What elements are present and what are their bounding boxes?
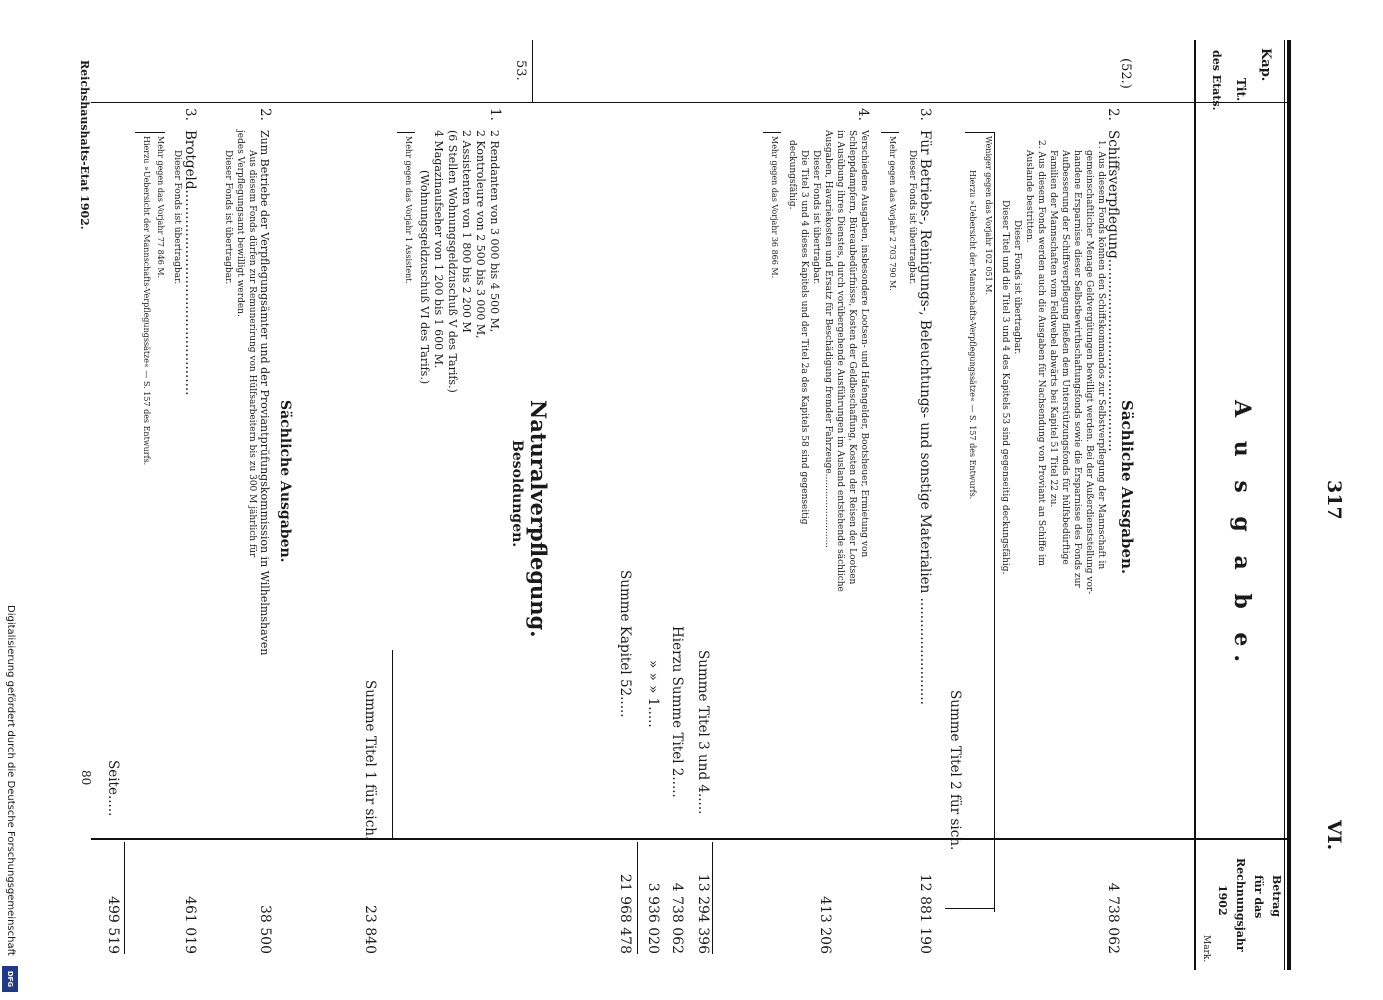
sum-t2-amount: 4 738 062 — [669, 882, 685, 954]
top-rule-thin — [1284, 40, 1285, 970]
amount-header-1: Betrag — [1270, 875, 1283, 917]
sum-kap-rule — [637, 842, 638, 954]
titel-4-number: 4. — [855, 108, 871, 121]
seite-label: Seite..... — [105, 760, 121, 817]
section-heading-saechliche-2: Sächliche Ausgaben. — [277, 400, 293, 563]
col-kap: Kap. — [1258, 48, 1273, 82]
subheading-besoldungen: Besoldungen. — [509, 440, 525, 548]
seite-amount: 499 519 — [105, 896, 121, 954]
sidebar-digitization-note — [0, 0, 24, 1000]
column-rule-kap — [91, 102, 1291, 103]
titel-2-para1-l1: 1. Aus diesem Fonds können den Schiffskommandos zur Selbstverpflegung der Mannschaft in — [1096, 140, 1106, 570]
titel-2-title: Schiffsverpflegung............................................. — [1105, 130, 1121, 452]
sum-t1-label: » » » 1..... — [645, 660, 661, 728]
titel-4-note: Mehr gegen das Vorjahr 36 866 M. — [770, 136, 779, 279]
kap53-left-rule — [532, 40, 533, 103]
titel-2-sum-rule — [994, 132, 995, 912]
titel-4-l1: Verschiedene Ausgaben, insbesondere Lootsen- und Hafengelder, Bootsheuer, Ermietung von — [859, 130, 869, 558]
page-number: 317 — [1323, 480, 1345, 520]
titel-4-l6: Die Titel 3 und 4 dieses Kapitels und der Titel 2a des Kapitels 58 sind gegenseitig — [799, 150, 809, 525]
folio: 80 — [79, 770, 93, 786]
titel-3-title: Für Betriebs-, Reinigungs-, Beleuchtungs- und sonstige Materialien ......................... — [917, 130, 933, 705]
titel-2-deckung: Dieser Titel und die Titel 3 und 4 des Kapitels 53 sind gegenseitig deckungsfähig. — [1000, 200, 1010, 575]
k53-titel-3-l2: Dieser Fonds ist übertragbar. — [172, 150, 182, 285]
k53-titel-1-number: 1. — [487, 108, 503, 121]
chapter-mark: VI. — [1323, 820, 1345, 851]
column-rule-amount — [91, 838, 1291, 840]
k53-titel-1-l2: 2 Kontroleure von 2 500 bis 3 000 M, — [474, 130, 487, 339]
sum-t34-amount: 13 294 396 — [695, 873, 711, 954]
titel-2-amount-rule — [945, 908, 995, 909]
titel-3-number: 3. — [917, 108, 933, 121]
kapitel-53: 53. — [513, 60, 528, 81]
titel-2-para1-l5: Familien der Mannschaften vom Feldwebel abwärts bei Kapitel 51 Titel 22 zu. — [1048, 150, 1058, 508]
k53-titel-1-sum-label: Summe Titel 1 für sich. — [362, 680, 378, 841]
col-tit: Tit. — [1234, 78, 1248, 102]
k53-titel-3-amount: 461 019 — [182, 896, 198, 954]
titel-4-note-bracket — [763, 132, 781, 133]
titel-4-l2: Schleppdampfern, Büreaubedürfnisse, Kosten der Geldbeschaffung, Kosten der Reisen der Lootsen — [847, 130, 857, 585]
col-title: A u s g a b e. — [1229, 400, 1255, 671]
sum-t1-amount: 3 936 020 — [645, 882, 661, 954]
k53-titel-2-number: 2. — [257, 108, 273, 121]
titel-2-amount: 4 738 062 — [1105, 882, 1121, 954]
sum-t34-rule — [712, 842, 713, 954]
k53-titel-1-l6: (Wohnungsgeldzuschuß VI des Tarifs.) — [418, 170, 431, 385]
titel-4-l7: deckungsfähig. — [787, 140, 797, 210]
kapitel-52: (52.) — [1118, 58, 1133, 89]
titel-4-l3: in Ausübung ihres Dienstes, durch vorübergehende Ausführungen im Ausland entstehende sächliche — [835, 130, 845, 592]
titel-2-para1-l2: gemeinschaftlicher Menage Geldvergütungen bewilligt werden. Bei der Außerdienststellung vor- — [1084, 150, 1094, 595]
titel-2-uebertragbar: Dieser Fonds ist übertragbar. — [1012, 220, 1022, 355]
titel-3-note: Mehr gegen das Vorjahr 2 703 790 M. — [888, 136, 897, 291]
sum-t2-label: Hierzu Summe Titel 2..... — [669, 626, 685, 798]
amount-header-3: Rechnungsjahr — [1234, 858, 1247, 952]
titel-2-number: 2. — [1105, 108, 1121, 121]
titel-2-note-2: Hierzu »Uebersicht der Mannschafts-Verpflegungssätze« — S. 157 des Entwurfs. — [968, 170, 977, 500]
titel-2-para1-l3: handene Ersparnisse dieser Selbstbewirthschaftungsfonds sowie die Ersparnisse des Fonds zur — [1072, 150, 1082, 588]
k53-titel-2-l2: Aus diesem Fonds dürfen zur Remunerirung von Hülfsarbeitern bis zu 300 M jährlich für — [247, 150, 257, 558]
titel-3-amount: 12 881 190 — [917, 873, 933, 954]
titel-2-para1-l4: Aufbesserung der Schiffsverpflegung fließen dem Unterstützungsfonds für hülfsbedürftige — [1060, 150, 1070, 565]
dfg-logo-text: DFG — [6, 970, 14, 988]
footer-left-text: Reichshaushalts-Etat 1902. — [78, 60, 91, 230]
col-etats: des Etats. — [1210, 50, 1223, 111]
titel-2-para2-l2: Auslande bestritten. — [1024, 150, 1034, 243]
k53-titel-2-l3: jedes Verpflegungsamt bewilligt werden. — [235, 130, 245, 317]
k53-titel-3-note-2: Hierzu »Uebersicht der Mannschafts-Verpflegungssätze« — S. 157 des Entwurfs. — [142, 136, 151, 466]
k53-titel-1-l5: 4 Magazinaufseher von 1 200 bis 1 600 M. — [432, 130, 445, 369]
k53-titel-3-number: 3. — [182, 108, 198, 121]
titel-2-para2-l1: 2. Aus diesem Fonds werden auch die Ausgaben für Nachsendung von Proviant an Schiffe im — [1036, 140, 1046, 566]
seite-rule — [124, 842, 125, 954]
k53-titel-3-note-bracket — [135, 132, 165, 133]
digitization-text: Digitalisierung gefördert durch die Deutsche Forschungsgemeinschaft — [5, 605, 16, 956]
titel-2-note-1: Weniger gegen das Vorjahr 102 051 M. — [984, 136, 993, 295]
k53-titel-2-l1: Zum Betriebe der Verpflegungsämter und der Proviantprüfungskommission in Wilhelmshaven — [258, 130, 271, 656]
k53-titel-1-l4: (6 Stellen Wohnungsgeldzuschuß V des Tarifs.) — [446, 130, 459, 393]
amount-header-4: 1902 — [1216, 885, 1229, 916]
titel-4-l5: Dieser Fonds ist übertragbar. — [811, 150, 821, 285]
sum-kap-label: Summe Kapitel 52..... — [617, 570, 633, 718]
sum-kap-amount: 21 968 478 — [617, 873, 633, 954]
k53-titel-2-l4: Dieser Fonds ist übertragbar. — [223, 150, 233, 285]
titel-4-amount: 413 206 — [817, 896, 833, 954]
k53-titel-3-note-1: Mehr gegen das Vorjahr 77 846 M. — [156, 136, 165, 279]
titel-2-sum-label: Summe Titel 2 für sich. — [947, 690, 963, 851]
titel-4-l4: Ausgaben, Havariekosten und Ersatz für Beschädigung fremder Fahrzeuge.......................... — [823, 130, 833, 549]
k53-titel-1-amount: 23 840 — [362, 905, 378, 954]
sum-t34-label: Summe Titel 3 und 4..... — [695, 650, 711, 815]
top-rule-thick — [1287, 40, 1291, 970]
k53-titel-1-rule — [392, 650, 393, 840]
k53-titel-3-l1: Brotgeld................................................ — [182, 130, 198, 396]
section-heading-saechliche: Sächliche Ausgaben. — [1118, 400, 1136, 575]
titel-2-note-bracket — [965, 132, 995, 133]
k53-titel-1-l1: 2 Rendanten von 3 000 bis 4 500 M, — [488, 130, 501, 333]
k53-titel-2-amount: 38 500 — [257, 905, 273, 954]
titel-3-note-bracket — [881, 132, 899, 133]
dfg-logo — [2, 966, 18, 992]
k53-titel-1-note: Mehr gegen das Vorjahr 1 Assistent. — [404, 136, 413, 284]
k53-titel-1-l3: 2 Assistenten von 1 800 bis 2 200 M — [460, 130, 473, 333]
amount-header-2: für das — [1252, 875, 1265, 919]
amount-header-unit: Mark. — [1201, 935, 1211, 963]
section-heading-naturalverpflegung: Naturalverpflegung. — [526, 400, 551, 638]
header-bottom-rule — [1194, 40, 1196, 970]
k53-titel-1-note-bracket — [397, 132, 415, 133]
titel-3-uebertragbar: Dieser Fonds ist übertragbar. — [907, 150, 917, 285]
